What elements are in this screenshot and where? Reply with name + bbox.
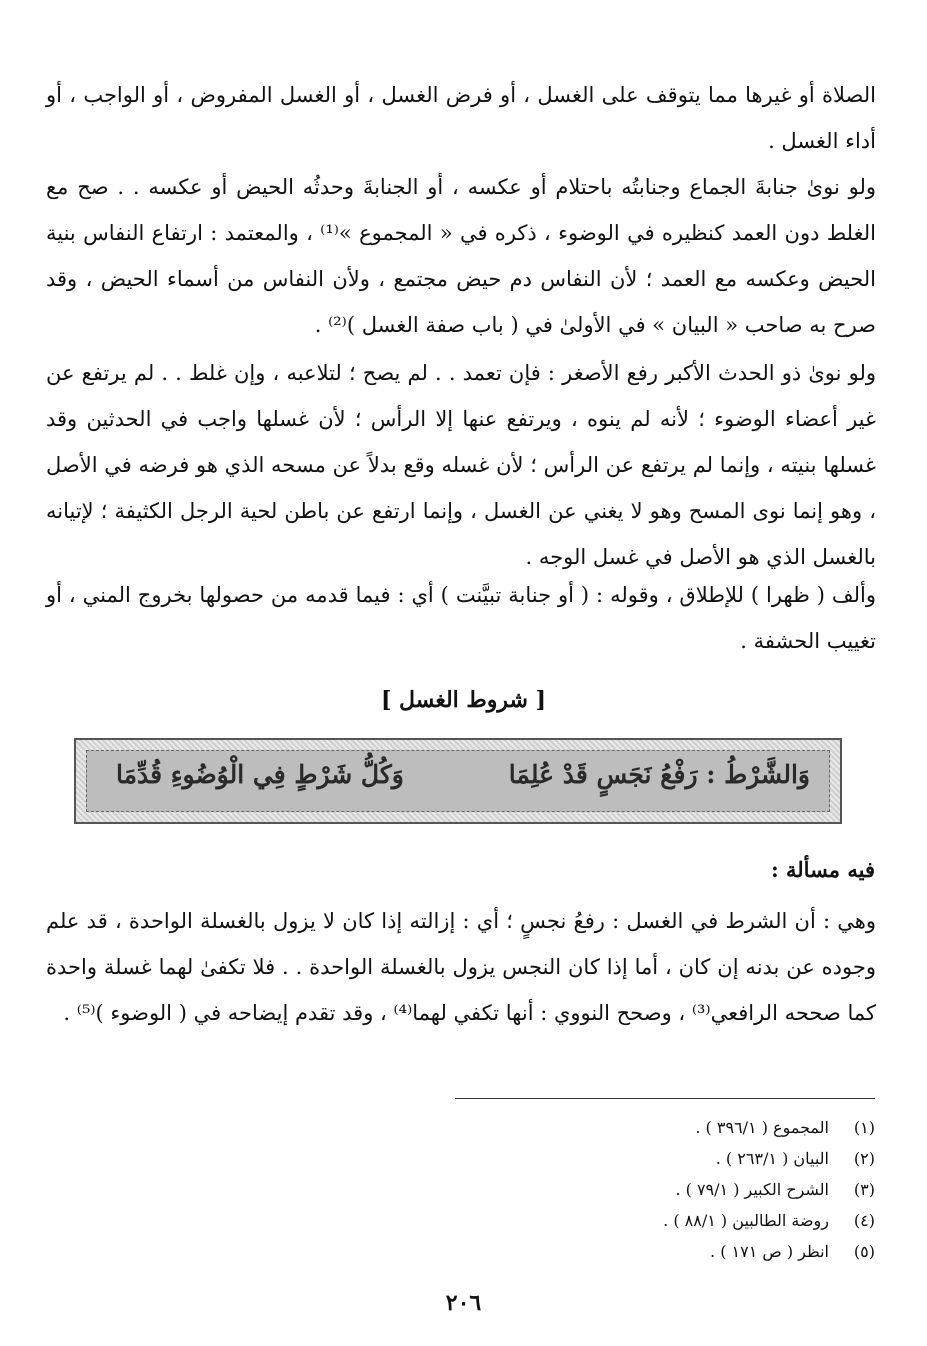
- footnotes: [375, 1112, 875, 1267]
- paragraph-3: ولو نوىٰ ذو الحدث الأكبر رفع الأصغر : فإن تعمد . . لم يصح ؛ لتلاعبه ، وإن غلط . . لم يرتفع عن غير أعضاء الوضوء ؛ لأنه لم ينوه ، ويرتفع عنها إلا الرأس ؛ لأن غسلها واجب في الحدثين وقد غسلها بنيته ، وإنما لم يرتفع عن الرأس ؛ لأن غسله وقع بدلاً عن مسحه الذي هو فرضه في الأصل ، وهو إنما نوى المسح وهو لا يغني عن الغسل ، وإنما ارتفع عن باطن لحية الرجل الكثيفة ؛ لإتيانه بالغسل الذي هو الأصل في غسل الوجه .: [46, 361, 876, 569]
- footnote-number: (٣): [853, 1180, 875, 1199]
- paragraph-2: ولو نوىٰ جنابةَ الجماع وجنابتُه باحتلام أو عكسه ، أو الجنابةَ وحدثُه الحيض أو عكسه . . صح مع الغلط دون العمد كنظيره في الوضوء ، ذكره في « المجموع »⁽¹⁾ ، والمعتمد : ارتفاع النفاس بنية الحيض وعكسه مع العمد ؛ لأن النفاس دم حيض مجتمع ، ولأن النفاس من أسماء الحيض ، وقد صرح به صاحب « البيان » في الأولىٰ في ( باب صفة الغسل )⁽²⁾ .: [46, 175, 876, 337]
- footnote-number: (٤): [853, 1211, 875, 1230]
- footnote-item: [375, 1205, 875, 1236]
- paragraph-1: الصلاة أو غيرها مما يتوقف على الغسل ، أو فرض الغسل ، أو الغسل المفروض ، أو الواجب ، أو أداء الغسل .: [46, 83, 876, 153]
- footnote-number: (٢): [853, 1149, 875, 1168]
- page-number: ٢٠٦: [445, 1290, 482, 1316]
- footnote-text: انظر ( ص ١٧١ ) .: [710, 1242, 829, 1261]
- section-heading: [ شروط الغسل ]: [380, 687, 547, 713]
- verse-left-hemistich: وَكُلُّ شَرْطٍ فِي الْوُضُوءِ قُدِّمَا: [116, 760, 404, 789]
- paragraph-4: وألف ( ظهرا ) للإطلاق ، وقوله : ( أو جنابة تبيَّنت ) أي : فيما قدمه من حصولها بخروج المني ، أو تغييب الحشفة .: [46, 583, 876, 653]
- footnote-item: [375, 1236, 875, 1267]
- footnote-text: المجموع ( ٣٩٦/١ ) .: [695, 1118, 829, 1137]
- footnote-number: (١): [853, 1118, 875, 1137]
- footnote-divider: [455, 1098, 875, 1099]
- footnote-number: (٥): [853, 1242, 875, 1261]
- footnote-text: البيان ( ٢٦٣/١ ) .: [715, 1149, 829, 1168]
- footnote-text: الشرح الكبير ( ٧٩/١ ) .: [675, 1180, 829, 1199]
- paragraph-5: وهي : أن الشرط في الغسل : رفعُ نجسٍ ؛ أي : إزالته إذا كان لا يزول بالغسلة الواحدة ، قد علم وجوده عن بدنه إن كان ، أما إذا كان النجس يزول بالغسلة الواحدة . . فلا تكفىٰ لهما غسلة واحدة كما صححه الرافعي⁽³⁾ ، وصحح النووي : أنها تكفي لهما⁽⁴⁾ ، وقد تقدم إيضاحه في ( الوضوء )⁽⁵⁾ .: [46, 909, 876, 1025]
- verse-frame: [74, 738, 842, 824]
- subheading: فيه مسألة :: [770, 857, 875, 882]
- footnote-item: [375, 1112, 875, 1143]
- footnote-item: [375, 1143, 875, 1174]
- footnote-item: [375, 1174, 875, 1205]
- footnote-text: روضة الطالبين ( ٨٨/١ ) .: [663, 1211, 829, 1230]
- verse-right-hemistich: وَالشَّرْطُ : رَفْعُ نَجَسٍ قَدْ عُلِمَا: [508, 760, 810, 789]
